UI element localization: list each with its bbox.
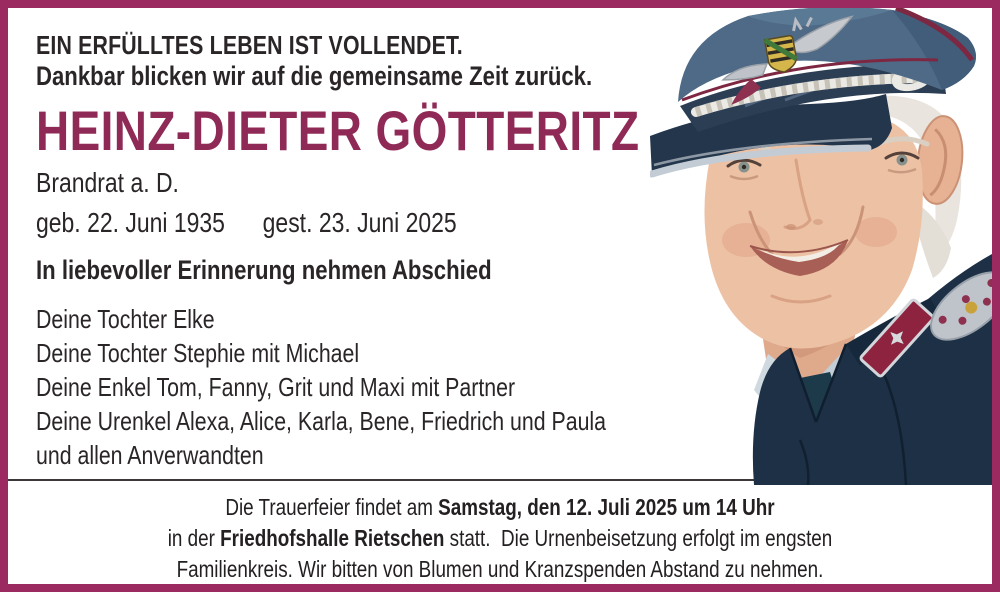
intro-line-2: Dankbar blicken wir auf die gemeinsame Zeit zurück. xyxy=(36,61,593,91)
funeral-line-2 xyxy=(97,523,904,554)
funeral-info xyxy=(8,486,992,585)
funeral-line-3: Familienkreis. Wir bitten von Blumen und Kranzspenden Abstand zu nehmen. xyxy=(176,556,824,582)
mourner-line: Deine Urenkel Alexa, Alice, Karla, Bene, Friedrich und Paula xyxy=(36,406,607,436)
mourner-line: Deine Enkel Tom, Fanny, Grit und Maxi mit Partner xyxy=(36,372,516,402)
funeral-date-bold: Samstag, den 12. Juli 2025 um 14 Uhr xyxy=(438,494,775,520)
notice-text-block xyxy=(36,8,772,472)
birth-date: geb. 22. Juni 1935 xyxy=(36,207,225,238)
funeral-line-1-text: Die Trauerfeier findet am xyxy=(225,494,439,520)
funeral-line-2-pre: in der xyxy=(167,525,221,551)
life-dates xyxy=(36,206,639,240)
deceased-title: Brandrat a. D. xyxy=(36,167,179,198)
mourner-line: Deine Tochter Stephie mit Michael xyxy=(36,338,360,368)
deceased-name: HEINZ-DIETER GÖTTERITZ xyxy=(36,99,640,162)
mourner-line: Deine Tochter Elke xyxy=(36,304,215,334)
funeral-location-bold: Friedhofshalle Rietschen xyxy=(220,525,445,551)
mourner-line: und allen Anverwandten xyxy=(36,440,264,470)
death-date: gest. 23. Juni 2025 xyxy=(262,207,457,238)
funeral-line-1 xyxy=(97,492,904,523)
intro-line-1: EIN ERFÜLLTES LEBEN IST VOLLENDET. xyxy=(36,30,463,60)
mourners-list xyxy=(36,302,772,472)
funeral-line-2-post: statt. Die Urnenbeisetzung erfolgt im engsten xyxy=(444,525,833,551)
farewell-heading: In liebevoller Erinnerung nehmen Abschied xyxy=(36,255,492,285)
